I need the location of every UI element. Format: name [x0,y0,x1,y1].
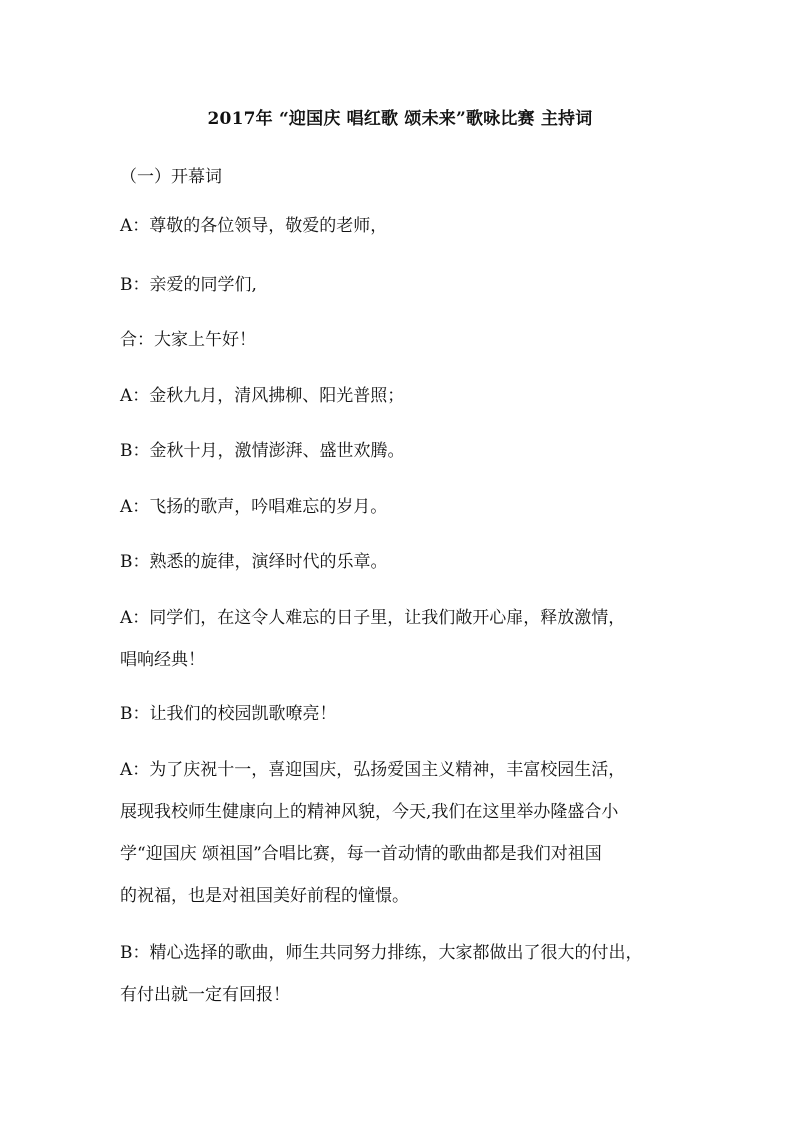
section-heading: （一）开幕词 [120,167,222,187]
paragraph [120,597,680,681]
paragraph-line: B：亲爱的同学们, [120,275,257,295]
paragraph-line: 的祝福，也是对祖国美好前程的憧憬。 [120,886,409,906]
paragraph [120,205,680,247]
paragraph-line: B：让我们的校园凯歌嘹亮！ [120,704,337,724]
paragraph [120,693,680,735]
paragraph [120,319,680,361]
paragraph-line: B：熟悉的旋律，演绎时代的乐章。 [120,552,388,572]
paragraph-line: A：尊敬的各位领导，敬爱的老师， [120,216,388,236]
paragraph-line: 展现我校师生健康向上的精神风貌，今天,我们在这里举办隆盛合小 [120,802,619,822]
paragraph-line: 学“迎国庆 颂祖国”合唱比赛，每一首动情的歌曲都是我们对祖国 [120,844,602,864]
paragraph [120,375,680,417]
paragraph-line: A：金秋九月，清风拂柳、阳光普照； [120,386,405,406]
document-title: 2017年 “迎国庆 唱红歌 颂未来”歌咏比赛 主持词 [207,109,593,129]
paragraph-line: B：金秋十月，激情澎湃、盛世欢腾。 [120,441,405,461]
paragraph-line: 有付出就一定有回报！ [120,985,290,1005]
paragraph-line: 唱响经典！ [120,650,205,670]
paragraph-line: 合：大家上午好！ [120,330,256,350]
paragraph-line: A：飞扬的歌声，吟唱难忘的岁月。 [120,497,388,517]
paragraph [120,541,680,583]
paragraph-line: B：精心选择的歌曲，师生共同努力排练，大家都做出了很大的付出， [120,943,643,963]
paragraph [120,932,680,1016]
paragraph [120,264,680,306]
paragraph [120,430,680,472]
paragraph-line: A：为了庆祝十一，喜迎国庆，弘扬爱国主义精神，丰富校园生活， [120,760,626,780]
paragraph-line: A：同学们，在这令人难忘的日子里，让我们敞开心扉，释放激情， [120,608,626,628]
paragraph [120,749,680,917]
paragraph [120,486,680,528]
